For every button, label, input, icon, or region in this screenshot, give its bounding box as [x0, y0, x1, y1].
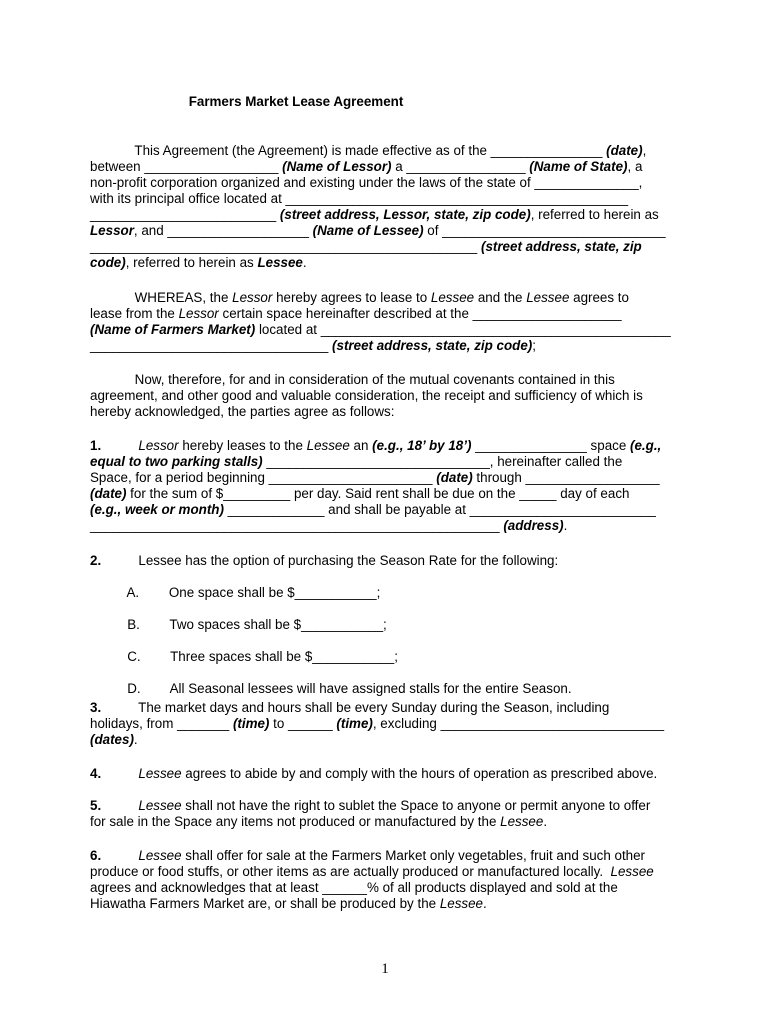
- text-line: [90, 486, 629, 502]
- text-run: and the: [474, 290, 527, 305]
- text-line: [90, 798, 650, 814]
- page-number: 1: [381, 961, 389, 977]
- text-line: [90, 143, 646, 159]
- text-run: (street address, state, zip: [480, 239, 642, 254]
- text-run: lease from the: [90, 306, 179, 321]
- text-run: Lessee: [439, 896, 483, 911]
- text-run: Lessee: [526, 290, 570, 305]
- text-run: (street address, Lessor, state, zip code): [279, 207, 531, 222]
- text-line: [90, 255, 307, 271]
- text-run: Hiawatha Farmers Market are, or shall be produced by the: [90, 896, 440, 911]
- text-run: an: [349, 438, 373, 453]
- text-run: (date): [606, 143, 643, 158]
- text-run: (time): [336, 716, 373, 731]
- text-run: Lessee has the option of purchasing the Season Rate for the following:: [101, 553, 559, 568]
- text-line: [90, 896, 487, 912]
- text-line: [90, 191, 628, 207]
- text-run: 1.: [90, 438, 102, 453]
- text-line: [90, 716, 664, 732]
- text-run: certain space hereinafter described at the ____________________: [218, 306, 622, 321]
- text-line: [90, 239, 642, 255]
- text-run: Lessee: [138, 766, 182, 781]
- text-run: ________________________________: [90, 338, 333, 353]
- text-line: [90, 617, 387, 633]
- text-line: [90, 814, 547, 830]
- text-line: [90, 322, 671, 338]
- text-run: (e.g., week or month): [90, 502, 224, 517]
- text-run: 4.: [90, 766, 102, 781]
- text-line: [90, 454, 622, 470]
- text-line: [90, 848, 645, 864]
- text-run: .: [543, 814, 548, 829]
- text-run: hereby leases to the: [178, 438, 307, 453]
- text-line: [90, 290, 629, 306]
- text-run: for the sum of $_________ per day. Said rent shall be due on the _____ day of each: [126, 486, 630, 501]
- text-run: Lessor: [232, 290, 273, 305]
- text-run: Lessor: [178, 306, 219, 321]
- text-run: This Agreement (the Agreement) is made effective as of the _______________: [90, 143, 607, 158]
- text-line: [90, 700, 609, 716]
- text-run: Lessor: [138, 438, 179, 453]
- text-run: Lessee: [500, 814, 544, 829]
- text-run: produce or food stuffs, or other items as are actually produced or manufactured locally.: [90, 864, 611, 879]
- text-run: , a: [627, 159, 643, 174]
- text-run: ______________________________, hereinafter called the: [262, 454, 623, 469]
- text-run: non-profit corporation organized and existing under the laws of the state of ______________,: [90, 175, 643, 190]
- text-run: _______________ space: [471, 438, 631, 453]
- text-run: agrees to: [569, 290, 629, 305]
- text-run: Lessee: [430, 290, 475, 305]
- text-run: equal to two parking stalls): [90, 454, 263, 469]
- text-run: (e.g., 18’ by 18’): [372, 438, 472, 453]
- text-run: The market days and hours shall be every Sunday during the Season, including: [101, 700, 610, 715]
- text-run: ;: [532, 338, 536, 353]
- text-run: _________________________: [90, 207, 280, 222]
- text-run: WHEREAS, the: [90, 290, 233, 305]
- text-run: holidays, from _______: [90, 716, 233, 731]
- text-run: , excluding ______________________________: [372, 716, 665, 731]
- text-line: [90, 732, 138, 748]
- text-run: .: [302, 255, 307, 270]
- text-run: B. Two spaces shall be $___________;: [90, 617, 387, 632]
- text-run: A. One space shall be $___________;: [90, 585, 381, 600]
- text-line: [90, 159, 642, 175]
- text-run: .: [133, 732, 138, 747]
- text-run: shall offer for sale at the Farmers Market only vegetables, fruit and such other: [181, 848, 646, 863]
- text-run: between __________________: [90, 159, 283, 174]
- text-run: [101, 798, 138, 813]
- text-run: (e.g.,: [630, 438, 662, 453]
- text-line: [90, 207, 659, 223]
- text-run: to ______: [269, 716, 337, 731]
- text-run: 5.: [90, 798, 102, 813]
- text-run: Lessee: [257, 255, 303, 270]
- text-run: .: [563, 518, 568, 533]
- text-line: [90, 223, 666, 239]
- text-line: [90, 864, 654, 880]
- text-run: D. All Seasonal lessees will have assigned stalls for the entire Season.: [90, 681, 572, 696]
- document-title: Farmers Market Lease Agreement: [188, 94, 404, 109]
- text-line: [90, 175, 642, 191]
- text-line: [90, 518, 567, 534]
- text-run: through __________________: [472, 470, 660, 485]
- text-run: .: [483, 896, 487, 911]
- text-run: , and ___________________: [133, 223, 313, 238]
- text-run: , referred to herein as: [125, 255, 258, 270]
- text-run: _______________________________________________________: [90, 518, 504, 533]
- text-line: [90, 880, 618, 896]
- text-run: (Name of Farmers Market): [90, 322, 256, 337]
- text-run: (Name of Lessor): [282, 159, 392, 174]
- text-run: Now, therefore, for and in consideration of the mutual covenants contained in this: [90, 372, 615, 387]
- text-run: (time): [232, 716, 270, 731]
- text-run: agrees and acknowledges that at least ______% of all products displayed and sold at the: [90, 880, 618, 895]
- text-line: [90, 502, 656, 518]
- text-run: [101, 766, 138, 781]
- text-run: code): [90, 255, 126, 270]
- text-run: (address): [503, 518, 564, 533]
- text-run: Lessor: [90, 223, 134, 238]
- text-line: [90, 766, 657, 782]
- text-run: C. Three spaces shall be $___________;: [90, 649, 398, 664]
- text-line: [90, 681, 572, 697]
- text-run: Space, for a period beginning ______________________: [90, 470, 437, 485]
- text-run: ____________________________________________________: [90, 239, 481, 254]
- text-run: ,: [642, 143, 647, 158]
- text-run: Lessee: [610, 864, 654, 879]
- text-line: [90, 553, 558, 569]
- text-run: (street address, state, zip code): [332, 338, 533, 353]
- text-run: of ______________________________: [423, 223, 666, 238]
- text-run: (date): [90, 486, 127, 501]
- text-line: [90, 306, 622, 322]
- text-run: (Name of Lessee): [312, 223, 424, 238]
- text-run: 6.: [90, 848, 102, 863]
- text-line: [90, 372, 615, 388]
- text-run: [101, 438, 138, 453]
- text-run: _____________ and shall be payable at _________________________: [223, 502, 656, 517]
- text-run: (dates): [90, 732, 134, 747]
- text-line: [90, 649, 398, 665]
- text-run: Lessee: [138, 798, 182, 813]
- text-run: , referred to herein as: [530, 207, 659, 222]
- text-run: agrees to abide by and comply with the hours of operation as prescribed above.: [181, 766, 658, 781]
- text-run: hereby acknowledged, the parties agree as follows:: [90, 404, 395, 419]
- text-run: Lessee: [306, 438, 350, 453]
- text-line: [90, 585, 380, 601]
- text-run: agreement, and other good and valuable consideration, the receipt and sufficiency of which is: [90, 388, 643, 403]
- text-line: [90, 470, 660, 486]
- text-line: [90, 388, 643, 404]
- text-run: 2.: [90, 553, 102, 568]
- text-run: 3.: [90, 700, 102, 715]
- text-run: a ________________: [391, 159, 530, 174]
- text-run: shall not have the right to sublet the Space to anyone or permit anyone to offer: [181, 798, 651, 813]
- text-run: (Name of State): [529, 159, 628, 174]
- text-run: [101, 848, 138, 863]
- text-run: hereby agrees to lease to: [272, 290, 431, 305]
- text-line: [90, 404, 394, 420]
- text-line: [90, 338, 536, 354]
- text-run: for sale in the Space any items not produced or manufactured by the: [90, 814, 501, 829]
- text-run: (date): [436, 470, 473, 485]
- text-line: [90, 438, 661, 454]
- text-run: with its principal office located at ______________________________________________: [90, 191, 629, 206]
- text-run: located at _______________________________________________: [255, 322, 671, 337]
- text-run: Lessee: [138, 848, 182, 863]
